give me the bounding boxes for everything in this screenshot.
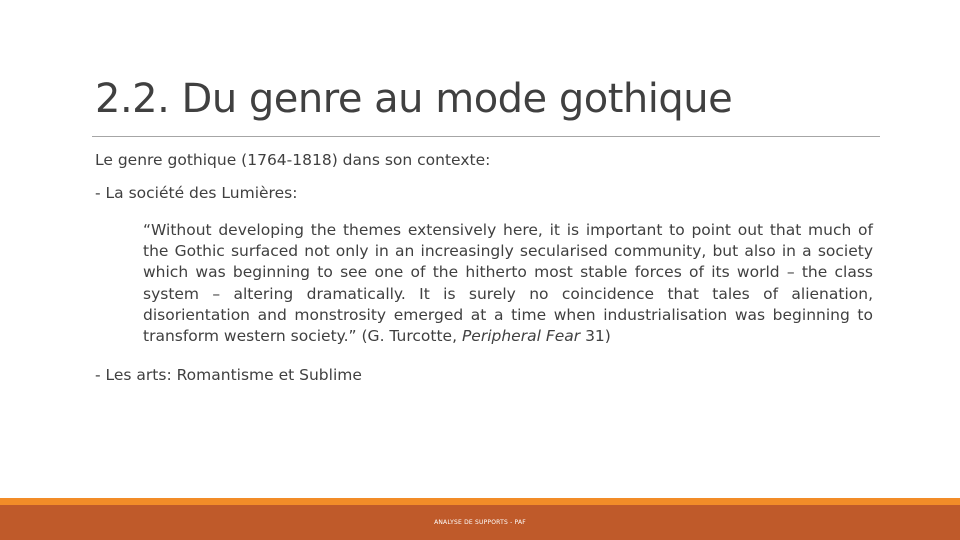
bullet-lumieres: - La société des Lumières:	[95, 184, 298, 202]
footer-label: ANALYSE DE SUPPORTS - PAF	[434, 519, 526, 526]
context-heading: Le genre gothique (1764-1818) dans son contexte:	[95, 151, 491, 169]
title-divider	[92, 136, 880, 137]
slide-title: 2.2. Du genre au mode gothique	[95, 76, 733, 122]
quotation-page: 31)	[580, 327, 611, 346]
bullet-arts: - Les arts: Romantisme et Sublime	[95, 366, 362, 384]
footer-accent-stripe	[0, 498, 960, 505]
quotation-block	[143, 220, 873, 347]
quotation-source-title: Peripheral Fear	[461, 327, 581, 346]
quotation-text: “Without developing the themes extensively here, it is important to point out that much of the Gothic surfaced not only in an increasingly secularised community, but also in a society which was beginning to see one of the hitherto most stable forces of its world – the class system – altering dramatically. It is surely no coincidence that tales of alienation, disorientation and monstrosity emerged at a time when industrialisation was beginning to transform western society.” (G. Turcotte,	[143, 221, 873, 346]
